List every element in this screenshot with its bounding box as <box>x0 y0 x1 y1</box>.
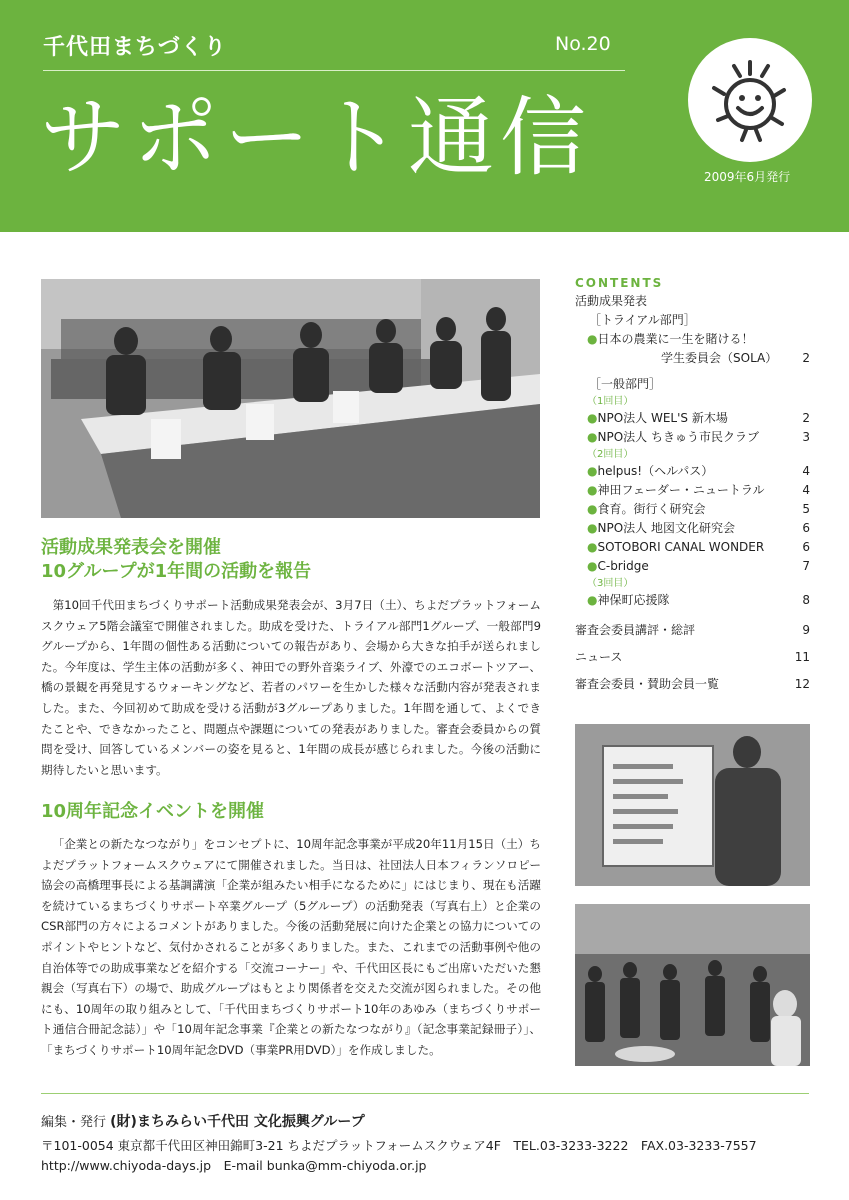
entry-title: 神田フェーダー・ニュートラル <box>597 483 765 497</box>
contents-entry[interactable] <box>575 409 810 428</box>
contents-entry[interactable] <box>575 481 810 500</box>
publisher-contact[interactable]: http://www.chiyoda-days.jp E-mail bunka@mm-chiyoda.or.jp <box>41 1158 427 1173</box>
contents-entry[interactable] <box>575 617 810 644</box>
mascot-sun-icon <box>688 38 812 162</box>
entry-title: ニュース <box>575 650 623 664</box>
entry-page: 2 <box>802 411 810 425</box>
entry-page: 6 <box>802 521 810 535</box>
entry-page: 4 <box>802 483 810 497</box>
contents-entry-continued[interactable] <box>575 349 810 368</box>
contents-section: 活動成果発表 <box>575 294 648 308</box>
publisher-name: (財)まちみらい千代田 文化振興グループ <box>110 1114 365 1130</box>
entry-title: 学生委員会（SOLA） <box>661 351 778 365</box>
entry-title: helpus!（ヘルパス） <box>597 464 714 478</box>
entry-page: 12 <box>794 677 810 691</box>
entry-page: 7 <box>802 559 810 573</box>
header-divider <box>43 70 625 71</box>
entry-title: 審査会委員講評・総評 <box>575 623 696 637</box>
entry-title: SOTOBORI CANAL WONDER <box>597 540 765 554</box>
entry-page: 11 <box>794 650 810 664</box>
contents-entry[interactable] <box>575 591 810 610</box>
round-label: （3回目） <box>587 578 634 589</box>
entry-page: 6 <box>802 540 810 554</box>
bullet-icon: ● <box>587 332 598 346</box>
publication-date: 2009年6月発行 <box>704 170 791 184</box>
contents-trial-label: ［トライアル部門］ <box>589 313 696 327</box>
masthead <box>0 0 849 232</box>
round-label: （1回目） <box>587 396 634 407</box>
contents-caption: CONTENTS <box>575 276 664 290</box>
issue-number: No.20 <box>555 33 611 55</box>
publisher-address: 〒101-0054 東京都千代田区神田錦町3-21 ちよだプラットフォームスクウェア4F TEL.03-3233-3222 FAX.03-3233-7557 <box>41 1138 757 1153</box>
newsletter-title: サポート通信 <box>40 88 592 188</box>
article1-heading-line1: 活動成果発表会を開催 <box>41 537 221 558</box>
presenter-photo <box>575 724 810 886</box>
table-of-contents <box>575 276 810 698</box>
footer-divider <box>41 1093 809 1094</box>
bullet-icon: ● <box>587 540 598 554</box>
article1-heading-line2: 10グループが1年間の活動を報告 <box>41 561 312 582</box>
publisher-line <box>41 1111 365 1131</box>
entry-title: NPO法人 ちきゅう市民クラブ <box>597 430 759 444</box>
contents-entry[interactable] <box>575 538 810 557</box>
contents-entry[interactable] <box>575 428 810 447</box>
contents-entry[interactable] <box>575 557 810 576</box>
entry-page: 8 <box>802 593 810 607</box>
entry-title: 日本の農業に一生を賭ける！ <box>597 332 754 346</box>
bullet-icon: ● <box>587 483 598 497</box>
entry-title: C-bridge <box>597 559 649 573</box>
entry-page: 2 <box>802 351 810 365</box>
reception-party-photo <box>575 904 810 1066</box>
entry-page: 3 <box>802 430 810 444</box>
contents-entry[interactable] <box>575 500 810 519</box>
bullet-icon: ● <box>587 411 598 425</box>
contents-entry[interactable] <box>575 671 810 698</box>
bullet-icon: ● <box>587 593 598 607</box>
article1-body: 第10回千代田まちづくりサポート活動成果発表会が、3月7日（土）、ちよだプラットフォームスクウェア5階会議室で開催されました。助成を受けた、トライアル部門1グループ、一般部門9グループから、1年間の個性ある活動についての報告があり、会場から大きな拍手が送られました。今年度は、学生主体の活動が多く、神田での野外音楽ライブ、外濠でのエコボートツアー、橋の景観を再発見するウォーキングなど、若者のパワーを生かした様々な活動内容が発表されました。また、今回初めて助成を受ける活動が3グループありました。1年間を通して、よくできたことや、できなかったこと、問題点や課題についての発表がありました。審査会委員からの質問を受け、回答しているメンバーの姿を見ると、1年間の成長が感じられました。今後の活動に期待したいと思います。 <box>41 598 541 777</box>
bullet-icon: ● <box>587 430 598 444</box>
contents-entry[interactable] <box>575 462 810 481</box>
bullet-icon: ● <box>587 502 598 516</box>
entry-page: 9 <box>802 623 810 637</box>
article2-body: 「企業との新たなつながり」をコンセプトに、10周年記念事業が平成20年11月15日（土）ちよだプラットフォームスクウェアにて開催されました。当日は、社団法人日本フィランソロピー協会の高橋理事長による基調講演「企業が組みたい相手になるために」にはじまり、現在も活躍を続けているまちづくりサポート卒業グループ（5グループ）の活動発表（写真右上）と企業のCSR部門の方々によるコメントがありました。今後の活動発展に向けた企業との協力についてのポイントやヒントなど、気付かされることが多くありました。また、これまでの活動事例や他の自治体等での助成事業などを紹介する「交流コーナー」や、千代田区長にもご出席いただいた懇親会（写真右下）の場で、助成グループはもとより関係者を交えた交流が図られました。その他にも、10周年の取り組みとして、「千代田まちづくりサポート10年のあゆみ（まちづくりサポート通信合冊記念誌）」や「10周年記念事業『企業との新たなつながり』（記念事業記録冊子）」、「まちづくりサポート10周年記念DVD（事業PR用DVD）」を作成しました。 <box>41 837 542 1057</box>
bullet-icon: ● <box>587 521 598 535</box>
bullet-icon: ● <box>587 559 598 573</box>
presentation-audience-photo <box>41 279 540 518</box>
bullet-icon: ● <box>587 464 598 478</box>
contents-entry[interactable] <box>575 644 810 671</box>
mascot-logo <box>688 38 812 162</box>
entry-title: 神保町応援隊 <box>597 593 670 607</box>
contents-entry[interactable] <box>575 330 810 349</box>
series-name: 千代田まちづくり <box>43 35 227 60</box>
publisher-label: 編集・発行 <box>41 1115 107 1130</box>
entry-title: NPO法人 地図文化研究会 <box>597 521 735 535</box>
entry-title: 食育。街行く研究会 <box>597 502 706 516</box>
contents-entry[interactable] <box>575 519 810 538</box>
entry-page: 5 <box>802 502 810 516</box>
entry-title: NPO法人 WEL'S 新木場 <box>597 411 728 425</box>
round-label: （2回目） <box>587 449 634 460</box>
contents-general-label: ［一般部門］ <box>589 377 662 391</box>
entry-page: 4 <box>802 464 810 478</box>
entry-title: 審査会委員・賛助会員一覧 <box>575 677 720 691</box>
article2-heading: 10周年記念イベントを開催 <box>41 801 265 822</box>
